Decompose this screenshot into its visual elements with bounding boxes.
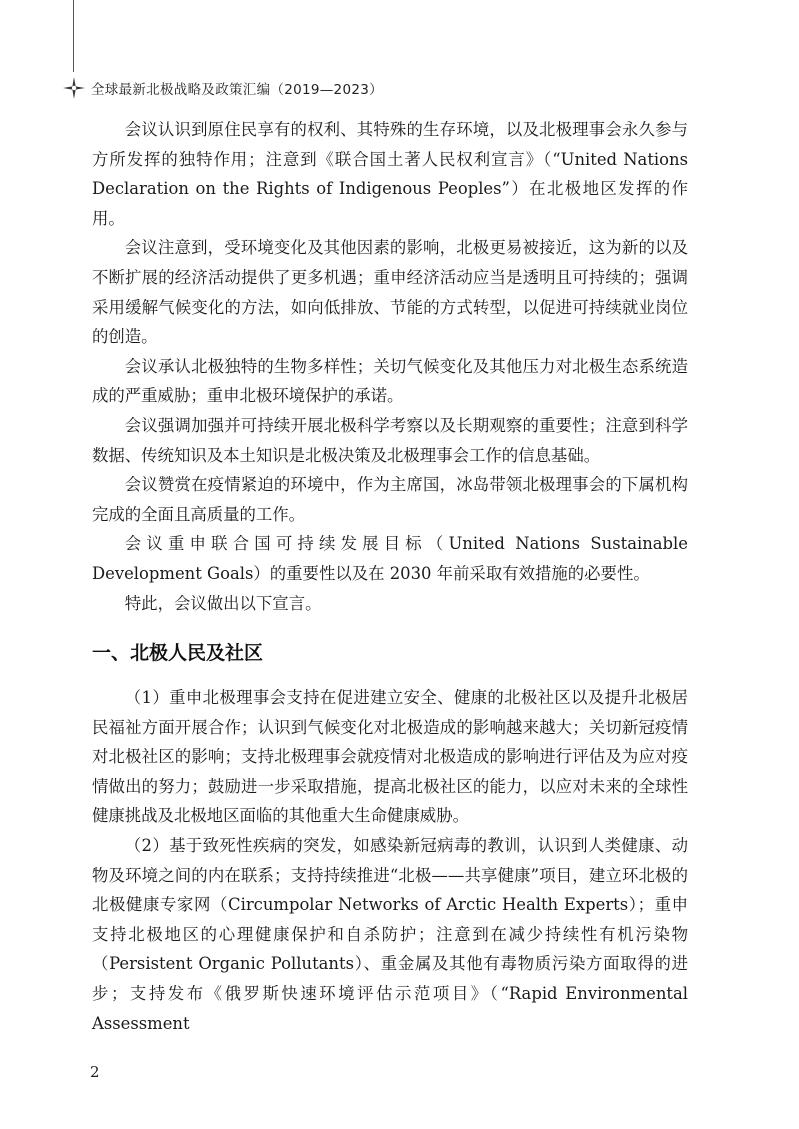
paragraph-iceland-chairmanship: 会议赞赏在疫情紧迫的环境中，作为主席国，冰岛带领北极理事会的下属机构完成的全面且高质量的工作。 [92, 475, 688, 524]
paragraph-science: 会议强调加强并可持续开展北极科学考察以及长期观察的重要性；注意到科学数据、传统知识及本土知识是北极决策及北极理事会工作的信息基础。 [92, 415, 688, 465]
compass-star-icon [63, 77, 85, 99]
paragraph-indigenous-rights: 会议认识到原住民享有的权利、其特殊的生存环境，以及北极理事会永久参与方所发挥的独特作用；注意到《联合国土著人民权利宣言》（“United Nations Declaration on the Rights of Indigenous Peoples”）在北极地区发挥的作用。 [92, 120, 688, 228]
margin-rule [73, 0, 74, 72]
paragraph-sdg: 会议重申联合国可持续发展目标（United Nations Sustainable Development Goals）的重要性以及在 2030 年前采取有效措施的必要性。 [92, 534, 688, 583]
paragraph-biodiversity: 会议承认北极独特的生物多样性；关切气候变化及其他压力对北极生态系统造成的严重威胁；重申北极环境保护的承诺。 [92, 356, 688, 406]
paragraph-item-1: （1）重申北极理事会支持在促进建立安全、健康的北极社区以及提升北极居民福祉方面开展合作；认识到气候变化对北极造成的影响越来越大；关切新冠疫情对北极社区的影响；支持北极理事会就疫情对北极造成的影响进行评估及为应对疫情做出的努力；鼓励进一步采取措施，提高北极社区的能力，以应对未来的全球性健康挑战及北极地区面临的其他重大生命健康威胁。 [92, 688, 688, 826]
paragraph-economic-activity: 会议注意到，受环境变化及其他因素的影响，北极更易被接近，这为新的以及不断扩展的经济活动提供了更多机遇；重申经济活动应当是透明且可持续的；强调采用缓解气候变化的方法，如向低排放、节能的方式转型，以促进可持续就业岗位的创造。 [92, 238, 688, 347]
running-header [63, 77, 383, 99]
section-heading: 一、北极人民及社区 [92, 642, 264, 665]
paragraph-declaration: 特此，会议做出以下宣言。 [124, 593, 322, 613]
page-number: 2 [90, 1063, 100, 1081]
paragraph-item-2: （2）基于致死性疾病的突发，如感染新冠病毒的教训，认识到人类健康、动物及环境之间的内在联系；支持持续推进“北极——共享健康”项目，建立环北极的北极健康专家网（Circumpolar Networks of Arctic Health Experts）；重申支持北极地区的心理健康保护和自杀防护；注意到在减少持续性有机污染物（Persistent Organic Pollutants）、重金属及其他有毒物质污染方面取得的进步；支持发布《俄罗斯快速环境评估示范项目》（“Rapid Environmental Assessment [92, 836, 688, 1033]
header-title: 全球最新北极战略及政策汇编（2019—2023） [91, 82, 383, 98]
page-body [92, 115, 688, 1038]
